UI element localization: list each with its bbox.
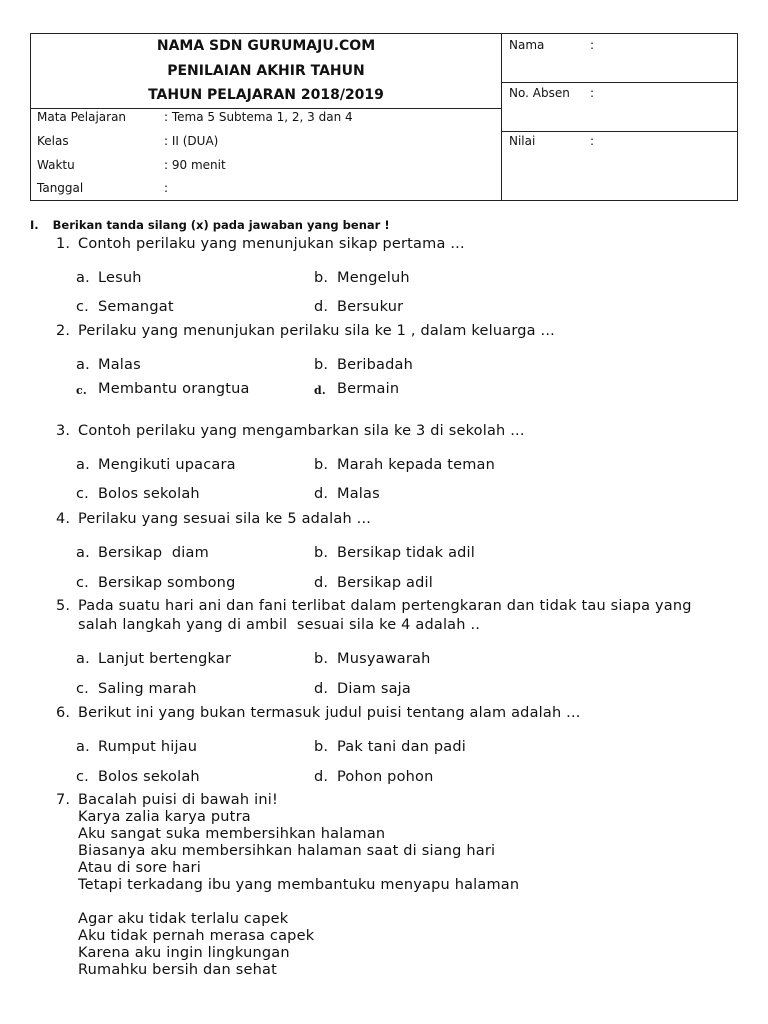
table-divider <box>31 108 501 109</box>
academic-year: TAHUN PELAJARAN 2018/2019 <box>148 87 384 103</box>
question-number: 3. <box>56 423 71 439</box>
table-divider <box>501 131 737 132</box>
option-letter: c. <box>76 681 89 697</box>
class-value: : II (DUA) <box>164 134 219 148</box>
absence-number-label: No. Absen <box>509 86 570 100</box>
score-label: Nilai <box>509 134 536 148</box>
option-text: Beribadah <box>337 357 414 373</box>
option-letter: a. <box>76 357 90 373</box>
option-letter: a. <box>76 651 90 667</box>
option-text: Bersikap sombong <box>98 575 236 591</box>
option-text: Bermain <box>337 381 400 397</box>
option-letter: d. <box>314 769 329 785</box>
option-letter: b. <box>314 457 329 473</box>
header-table <box>30 33 738 201</box>
option-text: Musyawarah <box>337 651 431 667</box>
question-text: Berikut ini yang bukan termasuk judul puisi tentang alam adalah ... <box>78 705 581 721</box>
poem-line: Rumahku bersih dan sehat <box>78 962 277 978</box>
question-number: 4. <box>56 511 71 527</box>
table-divider <box>501 34 502 200</box>
school-name: NAMA SDN GURUMAJU.COM <box>156 38 376 54</box>
option-text: Bersukur <box>337 299 404 315</box>
option-letter: d. <box>314 486 329 502</box>
section-text: Berikan tanda silang (x) pada jawaban yang benar ! <box>52 218 390 232</box>
question-number: 1. <box>56 236 71 252</box>
question-text: Perilaku yang menunjukan perilaku sila ke 1 , dalam keluarga ... <box>78 323 555 339</box>
subject-value: : Tema 5 Subtema 1, 2, 3 dan 4 <box>164 110 353 124</box>
poem-line: Biasanya aku membersihkan halaman saat di siang hari <box>78 843 496 859</box>
option-letter: c. <box>76 486 89 502</box>
exam-title: PENILAIAN AKHIR TAHUN <box>167 63 365 79</box>
class-label: Kelas <box>37 134 69 148</box>
question-text: Bacalah puisi di bawah ini! <box>78 792 278 808</box>
option-letter: a. <box>76 739 90 755</box>
poem-line: Aku sangat suka membersihkan halaman <box>78 826 386 842</box>
option-text: Pak tani dan padi <box>337 739 466 755</box>
name-label: Nama <box>509 38 545 52</box>
table-divider <box>501 82 737 83</box>
option-text: Bersikap adil <box>337 575 434 591</box>
poem-line: Tetapi terkadang ibu yang membantuku menyapu halaman <box>78 877 520 893</box>
option-letter: d. <box>314 384 326 397</box>
option-text: Diam saja <box>337 681 411 697</box>
date-value: : <box>164 181 169 195</box>
option-letter: a. <box>76 270 90 286</box>
subject-label: Mata Pelajaran <box>37 110 127 124</box>
option-text: Mengeluh <box>337 270 410 286</box>
poem-line: Agar aku tidak terlalu capek <box>78 911 289 927</box>
option-text: Bolos sekolah <box>98 486 200 502</box>
option-text: Bolos sekolah <box>98 769 200 785</box>
question-text: Contoh perilaku yang menunjukan sikap pertama ... <box>78 236 465 252</box>
score-colon: : <box>590 134 595 148</box>
option-text: Malas <box>98 357 141 373</box>
option-text: Saling marah <box>98 681 197 697</box>
time-value: : 90 menit <box>164 158 226 172</box>
option-letter: c. <box>76 384 87 397</box>
option-text: Rumput hijau <box>98 739 198 755</box>
option-text: Bersikap diam <box>98 545 209 561</box>
option-letter: d. <box>314 299 329 315</box>
question-text: Contoh perilaku yang mengambarkan sila ke 3 di sekolah ... <box>78 423 525 439</box>
option-letter: b. <box>314 270 329 286</box>
option-letter: b. <box>314 651 329 667</box>
poem-line: Atau di sore hari <box>78 860 201 876</box>
time-label: Waktu <box>37 158 75 172</box>
option-letter: c. <box>76 575 89 591</box>
question-number: 7. <box>56 792 71 808</box>
question-text: Pada suatu hari ani dan fani terlibat dalam pertengkaran dan tidak tau siapa yang <box>78 598 692 614</box>
name-colon: : <box>590 38 595 52</box>
option-text: Marah kepada teman <box>337 457 496 473</box>
option-text: Lesuh <box>98 270 142 286</box>
poem-line: Karya zalia karya putra <box>78 809 251 825</box>
absence-number-colon: : <box>590 86 595 100</box>
option-text: Bersikap tidak adil <box>337 545 476 561</box>
option-letter: c. <box>76 299 89 315</box>
option-letter: a. <box>76 457 90 473</box>
section-number: I. <box>30 218 39 232</box>
option-letter: b. <box>314 357 329 373</box>
question-number: 6. <box>56 705 71 721</box>
question-number: 2. <box>56 323 71 339</box>
option-letter: b. <box>314 545 329 561</box>
option-text: Malas <box>337 486 380 502</box>
question-text-continued: salah langkah yang di ambil sesuai sila ke 4 adalah .. <box>78 617 481 633</box>
option-text: Membantu orangtua <box>98 381 250 397</box>
option-text: Semangat <box>98 299 174 315</box>
option-text: Lanjut bertengkar <box>98 651 232 667</box>
option-letter: c. <box>76 769 89 785</box>
question-number: 5. <box>56 598 71 614</box>
option-text: Mengikuti upacara <box>98 457 236 473</box>
question-text: Perilaku yang sesuai sila ke 5 adalah ... <box>78 511 372 527</box>
option-text: Pohon pohon <box>337 769 434 785</box>
date-label: Tanggal <box>37 181 84 195</box>
option-letter: d. <box>314 681 329 697</box>
option-letter: d. <box>314 575 329 591</box>
poem-line: Aku tidak pernah merasa capek <box>78 928 315 944</box>
option-letter: a. <box>76 545 90 561</box>
poem-line: Karena aku ingin lingkungan <box>78 945 290 961</box>
option-letter: b. <box>314 739 329 755</box>
section-instruction <box>30 218 390 232</box>
